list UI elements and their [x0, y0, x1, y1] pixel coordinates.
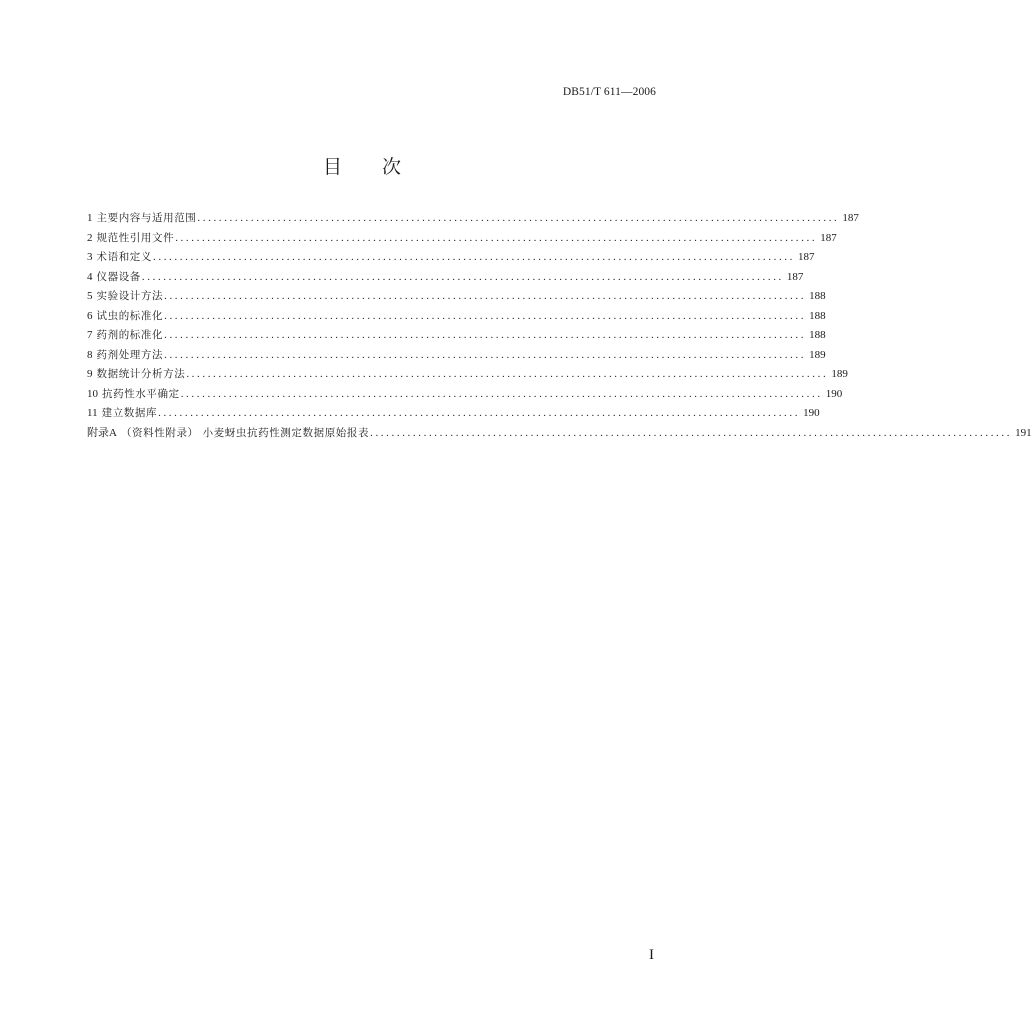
toc-entry-page: 188 [809, 290, 826, 302]
toc-entry-number: 6 [87, 309, 93, 322]
toc-entry-number: 9 [87, 368, 93, 380]
table-of-contents [87, 209, 1032, 443]
toc-dot-leader: ........................................................................................................................ [164, 309, 807, 322]
toc-entry[interactable] [87, 424, 1032, 444]
toc-dot-leader: ........................................................................................................................ [175, 231, 818, 244]
toc-entry-number: 2 [87, 231, 93, 244]
toc-entry-title: 数据统计分析方法 [96, 368, 186, 380]
toc-entry-title: 规范性引用文件 [96, 231, 175, 244]
toc-entry[interactable] [87, 365, 848, 385]
toc-entry-page: 188 [809, 329, 826, 341]
toc-entry-title: 药剂处理方法 [96, 348, 164, 361]
toc-entry-page: 189 [809, 348, 826, 361]
toc-entry[interactable] [87, 248, 815, 268]
toc-dot-leader: ........................................................................................................................ [164, 329, 807, 341]
toc-entry[interactable] [87, 307, 826, 327]
toc-entry-title: 建立数据库 [101, 407, 158, 419]
page-title [0, 152, 724, 179]
toc-entry-page: 187 [798, 251, 815, 263]
toc-entry-number: 8 [87, 348, 93, 361]
toc-entry-page: 190 [825, 387, 843, 400]
title-char-1: 目 [322, 156, 342, 178]
toc-dot-leader: ........................................................................................................................ [180, 387, 823, 400]
toc-entry[interactable] [87, 209, 859, 229]
toc-dot-leader: ........................................................................................................................ [164, 348, 807, 361]
toc-entry-title: 主要内容与适用范围 [96, 212, 197, 224]
toc-dot-leader: ........................................................................................................................ [370, 426, 1013, 439]
toc-entry[interactable] [87, 404, 820, 424]
toc-entry-title: 仪器设备 [96, 270, 141, 283]
title-char-2: 次 [382, 156, 402, 178]
toc-entry-page: 189 [831, 368, 848, 380]
toc-entry-title: 抗药性水平确定 [102, 387, 180, 400]
toc-entry-number: 3 [87, 251, 93, 263]
page-number: I [649, 947, 654, 963]
toc-entry[interactable] [87, 229, 837, 249]
toc-dot-leader: ........................................................................................................................ [164, 290, 807, 302]
toc-entry-page: 191 [1015, 426, 1032, 439]
toc-entry-number: 附录A [87, 426, 117, 439]
toc-entry[interactable] [87, 385, 843, 405]
toc-dot-leader: ........................................................................................................................ [141, 270, 784, 283]
toc-entry-number: 7 [87, 329, 93, 341]
standard-code: DB51/T 611—2006 [562, 86, 656, 98]
toc-entry-number: 4 [87, 270, 93, 283]
toc-entry[interactable] [87, 268, 804, 288]
toc-entry-title: 试虫的标准化 [96, 309, 164, 322]
toc-dot-leader: ........................................................................................................................ [186, 368, 829, 380]
toc-entry-page: 188 [809, 309, 826, 322]
toc-entry-number: 5 [87, 290, 93, 302]
toc-entry[interactable] [87, 346, 826, 366]
toc-entry-title: 实验设计方法 [96, 290, 164, 302]
toc-entry-number: 10 [87, 387, 98, 400]
toc-entry-page: 187 [820, 231, 837, 244]
toc-entry-title: 药剂的标准化 [96, 329, 164, 341]
toc-entry[interactable] [87, 326, 826, 346]
toc-entry-number: 11 [87, 407, 98, 419]
toc-dot-leader: ........................................................................................................................ [153, 251, 795, 263]
toc-entry-page: 187 [786, 270, 804, 283]
toc-entry-number: 1 [87, 212, 93, 224]
toc-entry-title: （资料性附录） 小麦蚜虫抗药性测定数据原始报表 [120, 426, 370, 439]
toc-dot-leader: ........................................................................................................................ [197, 212, 840, 224]
toc-entry[interactable] [87, 287, 826, 307]
toc-entry-page: 190 [803, 407, 820, 419]
toc-entry-title: 术语和定义 [96, 251, 152, 263]
toc-entry-page: 187 [842, 212, 859, 224]
toc-dot-leader: ........................................................................................................................ [158, 407, 801, 419]
